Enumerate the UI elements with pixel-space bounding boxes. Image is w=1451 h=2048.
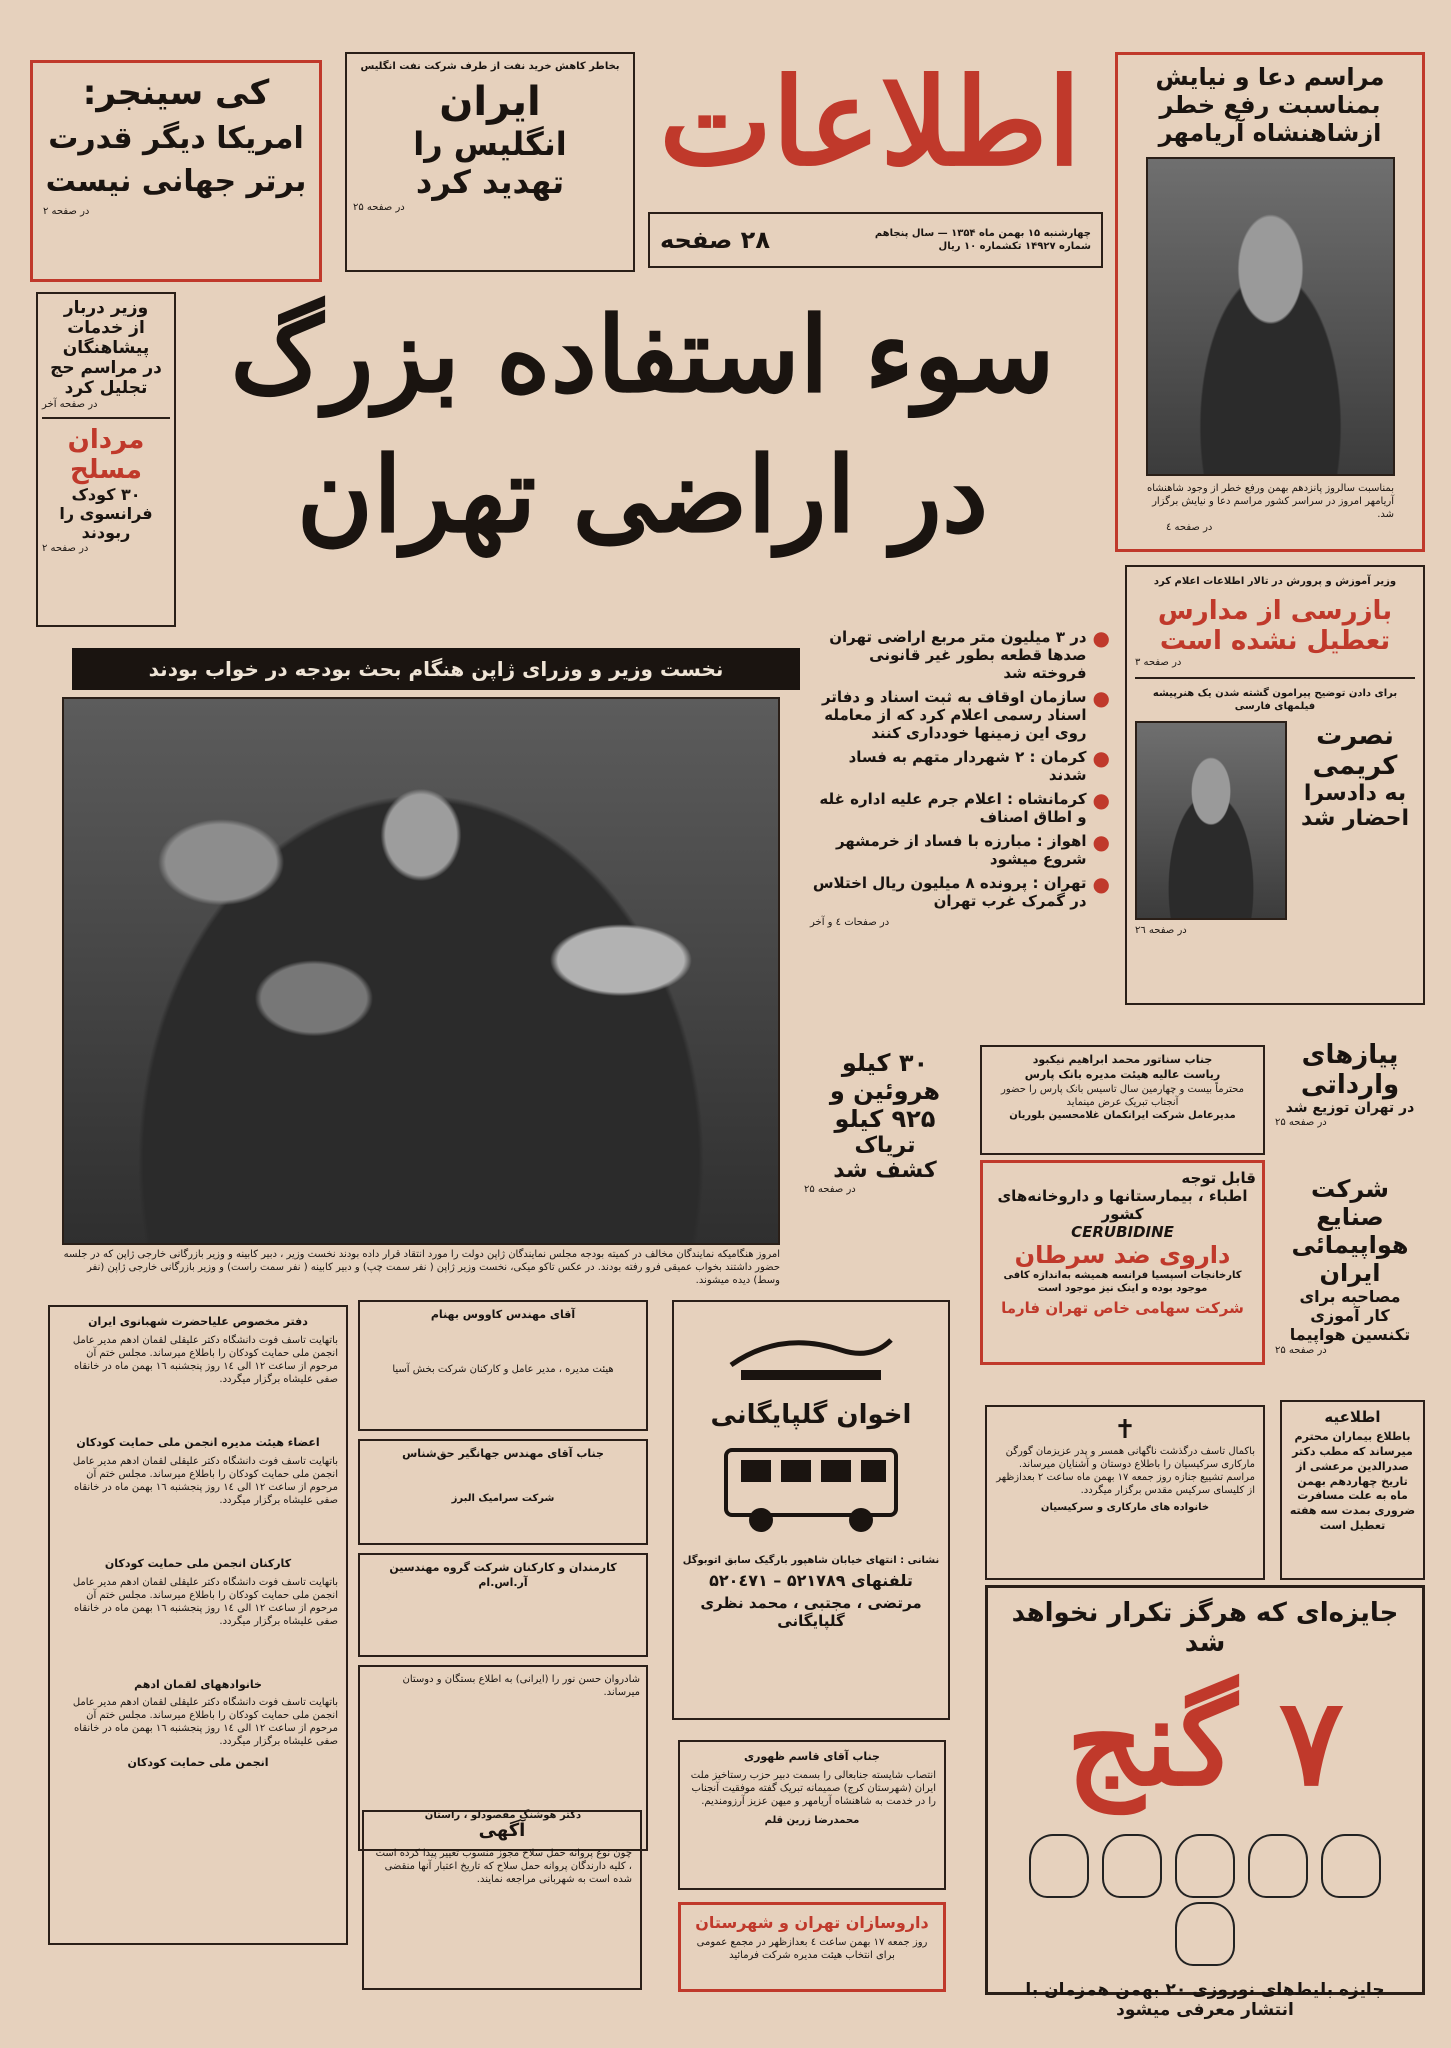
japan-photo [62,697,780,1245]
prayer-line1: مراسم دعا و نیایش [1155,63,1385,91]
news-bullets-ref: در صفحات ٤ و آخر [810,917,890,928]
news-bullet-text: کرمانشاه : اعلام جرم علیه اداره غله و اطاق اصناف [819,790,1087,826]
notice-haghshenas [358,1439,648,1545]
onions-line2: وارداتی [1300,1070,1400,1100]
ad-body: چون نوع پروانه حمل سلاح مجوز منسوب تغییر پیدا کرده است ، کلیه دارندگان پروانه حمل سلاح که تاریخ اعتبار آنها منقضی شده است به شهربانی مراجعه نمایند. [375,1848,632,1885]
headline-line1: سوء استفاده بزرگ [230,293,1055,416]
bullet-icon: ● [1092,686,1110,710]
nour-sign: دکتر هوشنگ مقصودلو ، راستان [424,1810,582,1821]
lottery-big: ۷ گنج [1066,1672,1344,1813]
news-bullet-item [810,688,1110,742]
japan-banner [72,648,800,690]
schools-actor-box [1125,565,1425,1005]
schools-line2: تعطیل نشده است [1159,626,1391,656]
japan-caption: امروز هنگامیکه نمایندگان مخالف در کمیته بودجه مجلس نمایندگان ژاپن دولت را مورد انتقاد قرار داده بودند نخست وزیر ، دبیر کابینه و وزیر بازرگانی خارجی ژاپن که در جلسه حضور داشتند بخواب عمیقی فرو رفته بودند. در عکس تاکو میکی، نخست وزیر ژاپن ( نفر سمت چپ) و دبیر کابینه ( نفر سمت راست) و وزیر بازرگانی خارجی ژاپن (نفر وسط) دیده میشوند. [63,1249,780,1286]
main-headline [180,285,1105,585]
actor-line1: نصرت [1316,721,1394,751]
announce-box [1280,1400,1425,1580]
kids-body2: باتهایت تاسف فوت دانشگاه دکتر علیقلی لقمان ادهم مدیر عامل انجمن ملی حمایت کودکان را باطلاع میرساند. مجلس ختم آن مرحوم از ساعت ۱۲ الی ۱٤ روز پنجشنبه ۱٦ بهمن ماه در خانقاه صفی علیشاه برگزار میگردد. [72,1455,338,1506]
kids-title: دفتر مخصوص علیاحضرت شهبانوی ایران [88,1315,308,1328]
kids-body4: باتهایت تاسف فوت دانشگاه دکتر علیقلی لقمان ادهم مدیر عامل انجمن ملی حمایت کودکان را باطلاع میرساند. مجلس ختم آن مرحوم از ساعت ۱۲ الی ۱٤ روز پنجشنبه ۱٦ بهمن ماه در خانقاه صفی علیشاه برگزار میگردد. [72,1697,338,1748]
cerubidine-title: قابل توجه [1181,1169,1256,1187]
onions-line3: در تهران توزیع شد [1285,1100,1415,1116]
minister-court-box [36,292,176,627]
cerubidine-box [980,1160,1265,1365]
news-bullet-item [810,628,1110,682]
onions-line1: پیازهای [1301,1040,1399,1070]
lottery-footer: جایزه بلیط‌های نوروزی ۲۰ بهمن همزمان با انتشار معرفی میشود [1025,1980,1385,2020]
aviation-line3: ایران [1319,1259,1381,1287]
kids-sign: انجمن ملی حمایت کودکان [127,1756,269,1770]
onions-box [1275,1040,1425,1160]
haghshenas-sign: شرکت سرامیک البرز [451,1492,555,1504]
prayer-ref: در صفحه ٤ [1166,522,1213,533]
bullet-icon: ● [1092,872,1110,896]
actor-ref: در صفحه ۲٦ [1135,925,1187,936]
iran-england-ref: در صفحه ۲۵ [353,202,405,213]
cross-icon: ✝ [1114,1415,1136,1445]
cerubidine-line2: کشور [1101,1205,1144,1223]
kids-sub3: خانوادههای لقمان ادهم [134,1677,262,1691]
gunmen-ref: در صفحه ۲ [42,543,89,554]
news-bullet-text: در ۳ میلیون متر مربع اراضی تهران صدها قطعه بطور غیر قانونی فروخته شد [829,628,1087,682]
golpayegani-box [672,1300,950,1720]
news-bullet-text: اهواز : مبارزه با فساد از خرمشهر شروع میشود [835,832,1087,868]
iran-england-kicker: بخاطر کاهش خرید نفت از طرف شرکت نفت انگلیس [360,61,620,72]
heroin-line5: کشف شد [833,1158,937,1183]
zohouri-body: انتصاب شایسته جنابعالی را بسمت دبیر حزب رستاخیز ملت ایران (شهرستان کرج) صمیمانه تبریک گفته موفقیت آنجناب را در خدمت به شاهنشاه آریامهر و میهن عزیز آرزومندیم. [690,1769,936,1807]
newspaper-logo: اطلاعات [659,52,1081,193]
news-bullet-item [810,832,1110,868]
shah-portrait [1146,157,1395,476]
schools-kicker: وزیر آموزش و پرورش در تالار اطلاعات اعلام کرد [1153,576,1397,587]
condolence-body: باکمال تاسف درگذشت ناگهانی همسر و پدر عزیزمان گورگن مارکاری سرکیسیان را باطلاع دوستان و آشنایان میرساند. مراسم تشییع جنازه روز جمعه ۱۷ بهمن ماه ساعت ۲ بعدازظهر از کلیسای سرکیس مقدس برگزار میگردد. [996,1446,1255,1496]
zohouri-box [678,1740,946,1890]
court-line2: از خدمات [67,318,145,338]
golpayegani-name: اخوان گلپایگانی [710,1400,912,1430]
heroin-ref: در صفحه ۲۵ [804,1184,856,1195]
urn-icon [1321,1834,1381,1898]
prayer-line3: ازشاهنشاه آریامهر [1158,119,1382,147]
heroin-line3: ۹۲۵ کیلو [834,1105,936,1133]
urn-row [998,1834,1412,1970]
cerubidine-brand: CERUBIDINE [1071,1223,1174,1241]
court-line3: پیشاهنگان [62,338,150,358]
aviation-line5: کار آموزی [1310,1306,1390,1325]
actor-portrait [1135,721,1287,920]
aviation-ref: در صفحه ۲۵ [1275,1345,1327,1356]
gunmen-line2: مسلح [70,455,142,485]
bullet-icon: ● [1092,746,1110,770]
aviation-line2: هواپیمائی [1291,1231,1409,1259]
behnam-sign: هیئت مدیره ، مدیر عامل و کارکنان شرکت بخش آسیا [392,1363,614,1375]
masthead-logo [640,48,1100,208]
kissinger-line2: امریکا دیگر قدرت [48,121,304,156]
date-line: چهارشنبه ۱۵ بهمن ماه ۱۳۵۴ — سال پنجاهم [874,228,1091,239]
headline-line2: در اراضی تهران [296,433,989,556]
schools-ref: در صفحه ۳ [1135,657,1182,668]
kissinger-ref: در صفحه ۲ [43,206,90,217]
court-ref: در صفحه آخر [42,399,98,410]
mid-notices [358,1300,648,1821]
page-count: ۲۸ صفحه [660,226,770,254]
pharma-body: روز جمعه ۱۷ بهمن ساعت ٤ بعدازظهر در مجمع عمومی برای انتخاب هیئت مدیره شرکت فرمائید [696,1937,928,1961]
actor-line4: احضار شد [1300,806,1409,831]
ad-title: آگهی [478,1820,526,1841]
schools-line1: بازرسی از مدارس [1157,596,1393,626]
announce-title: اطلاعیه [1324,1408,1381,1426]
prayer-caption: بمناسبت سالروز پانزدهم بهمن ورفع خطر از وجود شاهنشاه آریامهر امروز در سراسر کشور مراسم دعا و نیایش برگزار شد. [1146,483,1394,520]
cerubidine-product: داروی ضد سرطان [1014,1241,1231,1269]
gunmen-line3: ۳۰ کودک [71,485,141,504]
urn-icon [1102,1834,1162,1898]
kissinger-line1: کی سینجر: [82,73,270,113]
date-strip [648,212,1103,268]
kids-sub2: کارکنان انجمن ملی حمایت کودکان [104,1556,292,1570]
actor-line3: به دادسرا [1303,781,1407,806]
senator-box [980,1045,1265,1155]
pharma-box [678,1902,946,1992]
gunmen-line5: ربودند [81,523,131,542]
aviation-box [1275,1175,1425,1395]
golpayegani-phones: تلفنهای ۵۲۱۷۸۹ – ۵۲۰٤۷۱ [709,1571,913,1590]
bullet-icon: ● [1092,830,1110,854]
gunmen-line1: مردان [67,425,145,455]
news-bullet-item [810,874,1110,910]
lottery-box [985,1585,1425,2020]
kids-notice-box [48,1305,348,1945]
news-bullets [810,628,1110,1028]
actor-line2: کریمی [1312,751,1398,781]
aviation-line1: شرکت صنایع [1311,1175,1389,1231]
kids-body: باتهایت تاسف فوت دانشگاه دکتر علیقلی لقمان ادهم مدیر عامل انجمن ملی حمایت کودکان را باطلاع میرساند. مجلس ختم آن مرحوم از ساعت ۱۲ الی ۱٤ روز پنجشنبه ۱٦ بهمن ماه در خانقاه صفی علیشاه برگزار میگردد. [72,1334,338,1385]
iran-england-line1: ایران [439,79,541,125]
cerubidine-company: شرکت سهامی خاص تهران فارما [1001,1299,1244,1317]
court-line5: تجلیل کرد [64,378,148,398]
heroin-line4: تریاک [854,1133,916,1158]
heroin-line2: هروئین و [829,1077,941,1105]
cerubidine-body: کارخانجات اسپسیا فرانسه همیشه به‌اندازه کافی موجود بوده و اینک نیز موجود است [1003,1270,1242,1294]
rsm-title: کارمندان و کارکنان شرکت گروه مهندسین آر.اس.ام [389,1561,617,1589]
issue-line: شماره ۱۴۹۲۷ تکشماره ۱۰ ریال [938,241,1091,252]
kids-body3: باتهایت تاسف فوت دانشگاه دکتر علیقلی لقمان ادهم مدیر عامل انجمن ملی حمایت کودکان را باطلاع میرساند. مجلس ختم آن مرحوم از ساعت ۱۲ الی ۱٤ روز پنجشنبه ۱٦ بهمن ماه در خانقاه صفی علیشاه برگزار میگردد. [72,1576,338,1627]
court-line1: وزیر دربار [63,298,149,318]
bus-icon [682,1440,940,1544]
condolence-box [985,1405,1265,1580]
golpayegani-address: نشانی : انتهای خیابان شاهپور بارگیک سابق اتوبوگل [682,1555,940,1566]
heroin-box [800,1045,970,1275]
kissinger-box [30,60,322,282]
prayer-box [1115,52,1425,552]
cerubidine-line1: اطباء ، بیمارستانها و داروخانه‌های [997,1187,1248,1205]
senator-sign: مدیرعامل شرکت ایرانکمان غلامحسین بلوریان [1009,1109,1236,1121]
news-bullet-text: کرمان : ۲ شهردار متهم به فساد شدند [848,748,1087,784]
iran-england-box [345,52,635,272]
heroin-line1: ۳۰ کیلو [841,1049,929,1077]
aviation-line6: تکنسین هواپیما [1289,1325,1411,1344]
haghshenas-title: جناب آقای مهندس جهانگیر حق‌شناس [402,1447,604,1460]
kissinger-line3: برتر جهانی نیست [45,164,307,199]
announce-body: باطلاع بیماران محترم میرساند که مطب دکتر صدرالدین مرعشی از تاریخ چهاردهم بهمن ماه به علت مسافرت ضروری بمدت سه هفته تعطیل است [1289,1430,1416,1533]
ad-box [362,1810,642,1990]
iran-england-line3: تهدید کرد [415,163,565,201]
golpayegani-sign1: مرتضی ، مجتبی ، محمد نظری [700,1594,922,1612]
urn-icon [1175,1834,1235,1898]
behnam-title: آقای مهندس کاووس بهنام [430,1308,576,1321]
bullet-icon: ● [1092,788,1110,812]
bullet-icon: ● [1092,626,1110,650]
golpayegani-sign2: گلپایگانی [777,1612,845,1630]
prayer-line2: بمناسبت رفع خطر [1159,91,1381,119]
condolence-sign: خانواده های مارکاری و سرکیسیان [1040,1502,1210,1513]
urn-icon [1248,1834,1308,1898]
pharma-title: داروسازان تهران و شهرستان [695,1913,929,1932]
notice-behnam [358,1300,648,1431]
court-line4: در مراسم حج [50,358,162,378]
lottery-line1: جایزه‌ای که هرگز تکرار نخواهد شد [1011,1598,1399,1658]
actor-intro: برای دادن توضیح پیرامون گشته شدن یک هنرپیشه فیلمهای فارسی [1152,688,1398,712]
senator-subtitle: ریاست عالیه هیئت مدیره بانک پارس [1024,1067,1221,1081]
onions-ref: در صفحه ۲۵ [1275,1117,1327,1128]
aviation-line4: مصاحبه برای [1299,1287,1401,1306]
zohouri-title: جناب آقای قاسم ظهوری [744,1750,880,1763]
gunmen-line4: فرانسوی را [59,504,153,523]
senator-body: محترماً بیست و چهارمین سال تاسیس بانک پارس را حضور آنجناب تبریک عرض مینماید [1001,1083,1244,1108]
news-bullet-item [810,748,1110,784]
urn-icon [1029,1834,1089,1898]
iran-england-line2: انگلیس را [413,125,567,163]
kids-sub1: اعضاء هیئت مدیره انجمن ملی حمایت کودکان [76,1435,320,1449]
news-bullet-item [810,790,1110,826]
nour-body: شادروان حسن نور را (ایرانی) به اطلاع بستگان و دوستان میرساند. [402,1674,640,1698]
urn-icon [1175,1902,1235,1966]
zohouri-sign: محمدرضا زرین قلم [764,1814,860,1826]
news-bullet-text: تهران : پرونده ۸ میلیون ریال اختلاس در گمرک غرب تهران [812,874,1087,910]
company-logo-icon [682,1310,940,1400]
notice-rsm [358,1553,648,1657]
japan-banner-text: نخست وزیر و وزرای ژاپن هنگام بحث بودجه در خواب بودند [148,657,724,681]
news-bullet-text: سازمان اوقاف به ثبت اسناد و دفاتر اسناد رسمی اعلام کرد که از معامله روی این زمینها خودداری کنند [821,688,1087,742]
senator-title: جناب سناتور محمد ابراهیم نیکبود [1032,1053,1213,1066]
